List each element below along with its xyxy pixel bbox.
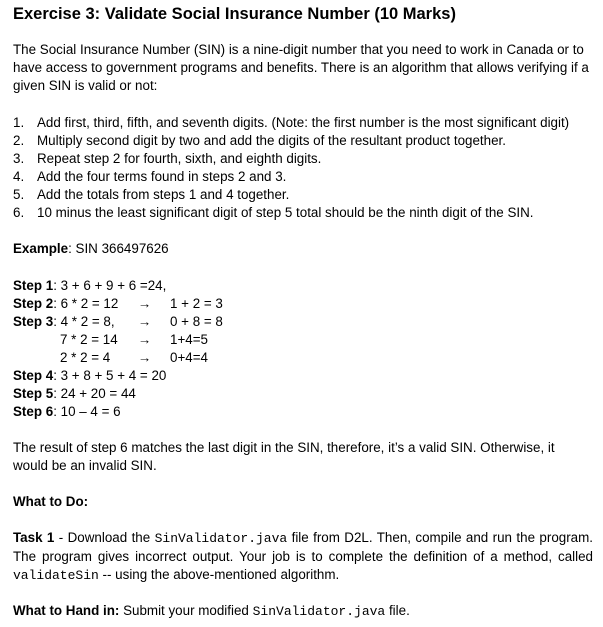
list-item: 2. Multiply second digit by two and add the digits of the resultant product together. [13,133,506,148]
list-item: 1. Add first, third, fifth, and seventh digits. (Note: the first number is the most significant digit) [13,115,570,130]
step-3-line-3-result: 0+4=4 [170,350,208,365]
step-3: Step 3: 4 * 2 = 8, [13,314,115,329]
step-3-line-2-result: 1+4=5 [170,332,208,347]
exercise-title: Exercise 3: Validate Social Insurance Number (10 Marks) [13,5,456,23]
conclusion-paragraph: The result of step 6 matches the last digit in the SIN, therefore, it’s a valid SIN. Otherwise, it would be an invalid SIN. [13,440,555,473]
task-paragraph: Task 1 - Download the SinValidator.java file from D2L. Then, compile and run the program. The program gives incorrect output. Your job is to complete the definition of a method, called validateSin -- using the above-mentioned algorithm. [13,530,593,583]
step-3-result: 0 + 8 = 8 [170,314,223,329]
hand-in-line: What to Hand in: Submit your modified SinValidator.java file. [13,603,410,619]
step-1: Step 1: 3 + 6 + 9 + 6 =24, [13,278,167,293]
filename: SinValidator.java [154,531,288,546]
arrow-icon: → [138,350,152,365]
what-to-do-heading: What to Do: [13,494,89,509]
filename: SinValidator.java [252,604,386,619]
step-3-line-3: 2 * 2 = 4 [60,350,111,365]
step-2-result: 1 + 2 = 3 [170,296,223,311]
list-item: 4. Add the four terms found in steps 2 and 3. [13,169,287,184]
arrow-icon: → [138,296,152,311]
step-5: Step 5: 24 + 20 = 44 [13,386,136,401]
step-6: Step 6: 10 – 4 = 6 [13,404,121,419]
intro-paragraph: The Social Insurance Number (SIN) is a nine-digit number that you need to work in Canada or to have access to government programs and benefits. There is an algorithm that allows verifying if a given SIN is valid or not: [13,42,589,93]
step-3-line-2: 7 * 2 = 14 [60,332,118,347]
arrow-icon: → [138,332,152,347]
method-name: validateSin [13,568,99,583]
list-item: 6. 10 minus the least significant digit of step 5 total should be the ninth digit of the SIN. [13,205,534,220]
list-item: 5. Add the totals from steps 1 and 4 together. [13,187,290,202]
step-2: Step 2: 6 * 2 = 12 [13,296,119,311]
step-4: Step 4: 3 + 8 + 5 + 4 = 20 [13,368,167,383]
arrow-icon: → [138,314,152,329]
example-line: Example: SIN 366497626 [13,241,169,256]
list-item: 3. Repeat step 2 for fourth, sixth, and eighth digits. [13,151,322,166]
